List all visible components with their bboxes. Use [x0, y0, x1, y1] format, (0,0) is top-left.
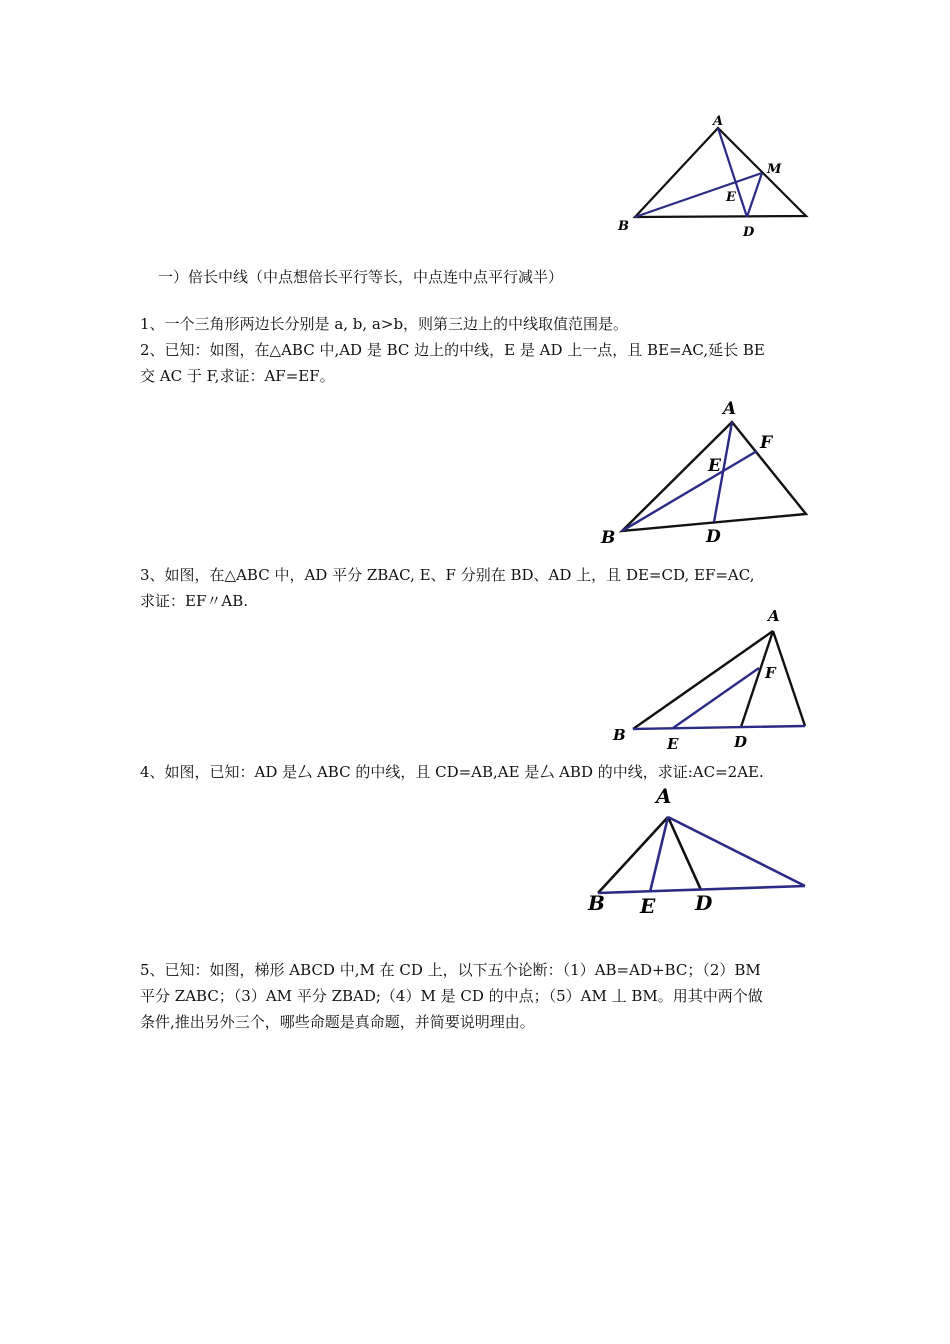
fig3-label-f: F	[765, 664, 776, 682]
fig3-segment-ef	[673, 668, 759, 728]
fig1-label-a: A	[713, 114, 724, 129]
fig1-label-d: D	[743, 225, 755, 240]
fig3-side-ac	[773, 631, 805, 726]
fig3-side-bc	[633, 726, 805, 729]
fig2-label-e: E	[708, 456, 721, 476]
problem-3-line-1: 3、如图，在△ABC 中，AD 平分 ZBAC, E、F 分别在 BD、AD 上，且 DE=CD, EF=AC,	[140, 566, 755, 584]
figure-4	[590, 782, 815, 922]
problem-2-line-2: 交 AC 于 F,求证：AF=EF。	[140, 367, 335, 385]
figure-3	[606, 604, 821, 754]
section-title: 一）倍长中线（中点想倍长平行等长，中点连中点平行减半）	[158, 268, 564, 286]
problem-5-line-3: 条件,推出另外三个，哪些命题是真命题，并简要说明理由。	[140, 1013, 535, 1031]
fig4-label-b: B	[588, 891, 605, 915]
figure-2	[596, 396, 816, 546]
problem-5-line-1: 5、已知：如图，梯形 ABCD 中,M 在 CD 上，以下五个论断：（1）AB=AD+BC；（2）BM	[140, 961, 761, 979]
fig4-median-ad	[668, 817, 701, 890]
problem-3-line-2: 求证：EF〃AB.	[140, 592, 248, 610]
fig2-label-b: B	[601, 528, 616, 548]
problem-4-line-1: 4、如图，已知：AD 是厶 ABC 的中线，且 CD=AB,AE 是厶 ABD 的中线，求证:AC=2AE.	[140, 763, 764, 781]
fig3-label-b: B	[613, 726, 626, 744]
fig1-label-b: B	[618, 219, 629, 234]
problem-5-line-2: 平分 ZABC；（3）AM 平分 ZBAD;（4）M 是 CD 的中点；（5）AM 丄 BM。用其中两个做	[140, 987, 763, 1005]
fig1-segment-dm	[747, 173, 762, 217]
fig1-label-e: E	[726, 190, 736, 205]
fig3-label-a: A	[768, 607, 780, 625]
fig4-side-ac	[668, 817, 805, 886]
fig2-label-d: D	[706, 527, 721, 547]
figure-1	[610, 110, 820, 240]
fig4-label-d: D	[695, 891, 713, 915]
fig1-label-m: M	[767, 162, 782, 177]
fig4-label-a: A	[656, 784, 672, 808]
fig2-label-f: F	[760, 433, 773, 453]
fig4-side-ab	[598, 817, 668, 893]
fig3-side-ab	[633, 631, 773, 729]
fig3-label-d: D	[734, 733, 748, 751]
fig4-label-e: E	[640, 894, 656, 918]
fig2-label-a: A	[723, 399, 737, 419]
problem-1-line-1: 1、一个三角形两边长分别是 a, b, a>b，则第三边上的中线取值范围是。	[140, 315, 629, 333]
fig3-label-e: E	[667, 735, 679, 753]
problem-2-line-1: 2、已知：如图，在△ABC 中,AD 是 BC 边上的中线，E 是 AD 上一点，且 BE=AC,延长 BE	[140, 341, 765, 359]
